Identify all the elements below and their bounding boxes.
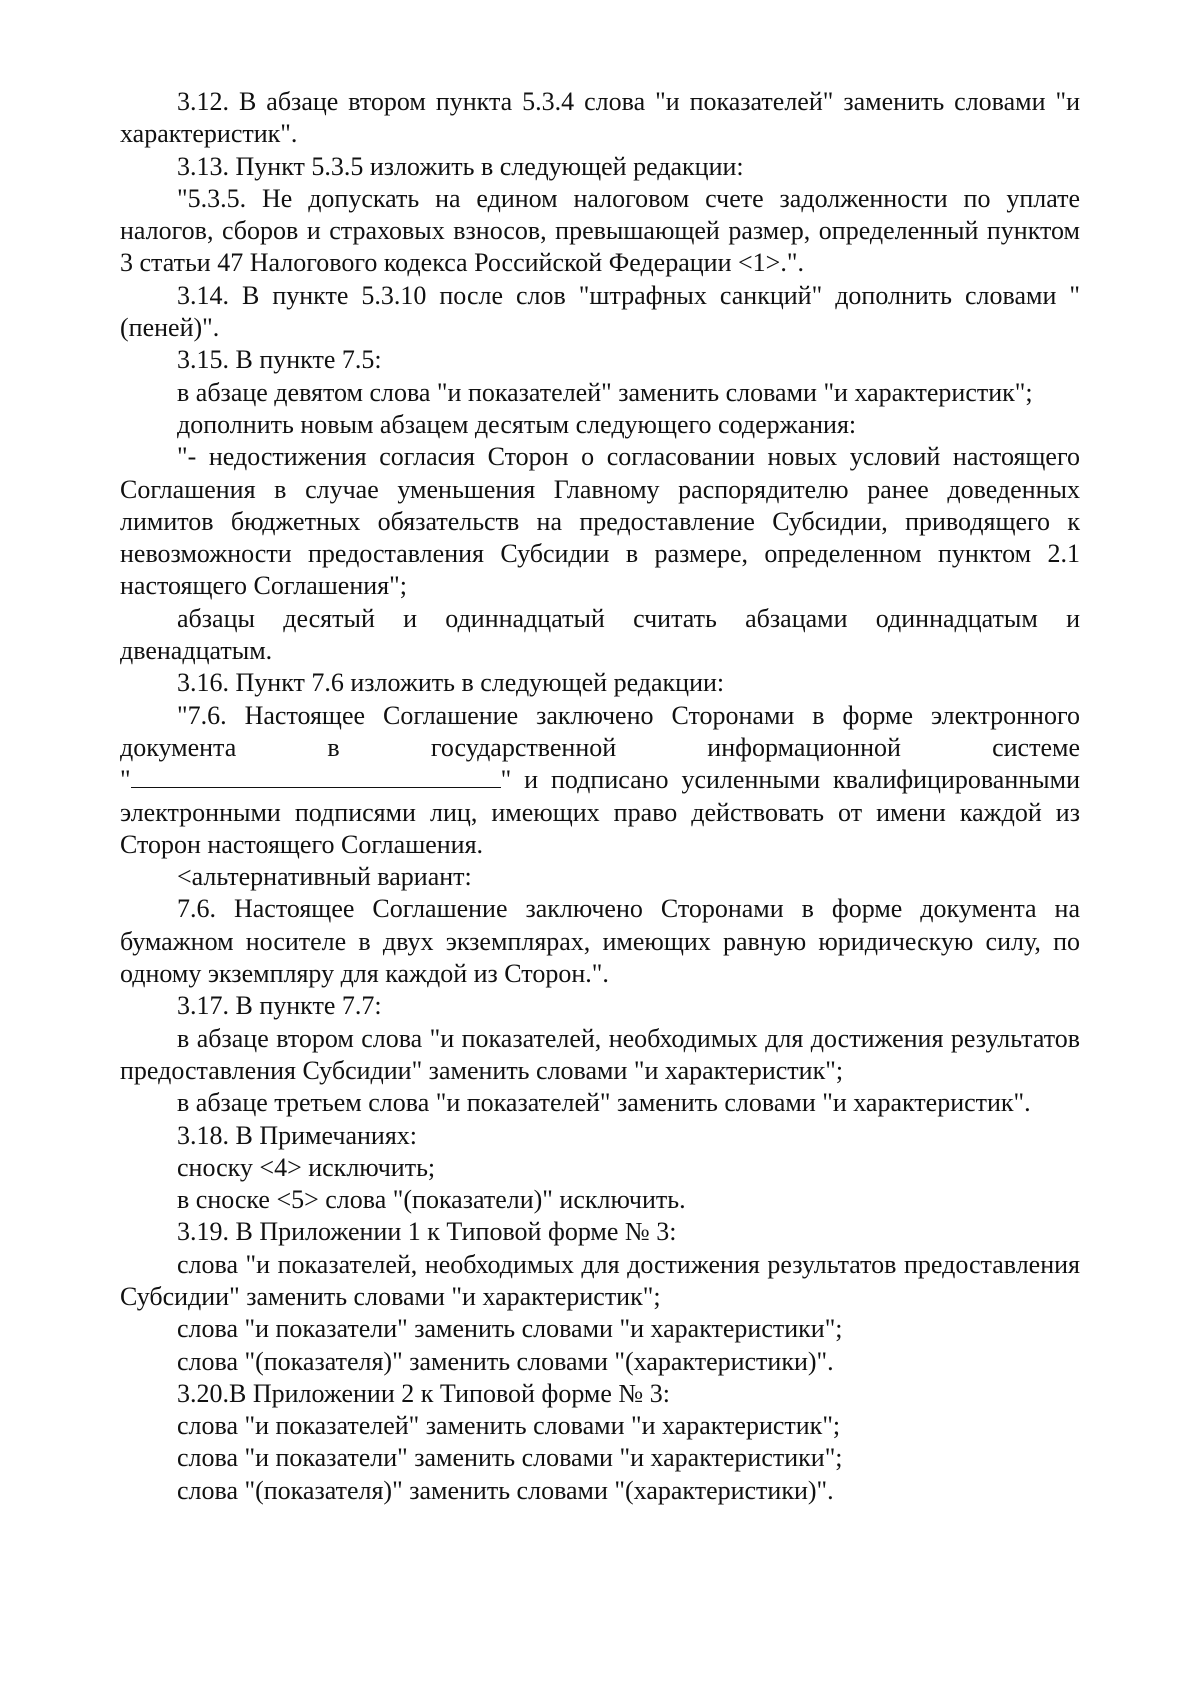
paragraph-7-6-electronic (120, 700, 1080, 861)
line-7-6-second: документа в государственной информационной системе (120, 732, 1080, 762)
paragraph-7-6-paper: 7.6. Настоящее Соглашение заключено Сторонами в форме документа на бумажном носителе в двух экземплярах, имеющих равную юридическую силу, по одному экземпляру для каждой из Сторон.". (120, 894, 1080, 989)
paragraph-app2-item-2: слова "и показатели" заменить словами "и характеристики"; (177, 1443, 843, 1473)
paragraph-3-16: 3.16. Пункт 7.6 изложить в следующей редакции: (177, 668, 725, 698)
paragraph-3-13: 3.13. Пункт 5.3.5 изложить в следующей редакции: (177, 151, 744, 181)
line-7-6-first: "7.6. Настоящее Соглашение заключено Сторонами в форме электронного (177, 700, 1080, 730)
paragraph-3-15: 3.15. В пункте 7.5: (177, 345, 382, 375)
line-7-6-third (120, 764, 1080, 796)
paragraph-7-5-item-1: в абзаце девятом слова "и показателей" заменить словами "и характеристик"; (177, 377, 1033, 407)
paragraph-3-12: 3.12. В абзаце втором пункта 5.3.4 слова "и показателей" заменить словами "и характеристик". (120, 87, 1080, 149)
paragraph-app1-item-1: слова "и показателей, необходимых для достижения результатов предоставления Субсидии" заменить словами "и характеристик"; (120, 1249, 1080, 1311)
paragraph-5-3-5: "5.3.5. Не допускать на едином налоговом счете задолженности по уплате налогов, сборов и страховых взносов, превышающей размер, определенный пунктом 3 статьи 47 Налогового кодекса Российской Федерации <1>.". (120, 183, 1080, 278)
paragraph-new-clause: "- недостижения согласия Сторон о согласовании новых условий настоящего Соглашения в случае уменьшения Главному распорядителю ранее доведенных лимитов бюджетных обязательств на предоставление Субсидии, приводящего к невозможности предоставления Субсидии в размере, определенном пунктом 2.1 настоящего Соглашения"; (120, 442, 1080, 601)
paragraph-alternative: <альтернативный вариант: (177, 862, 472, 892)
paragraph-3-19: 3.19. В Приложении 1 к Типовой форме № 3: (177, 1217, 677, 1247)
quote-open: " (120, 765, 131, 795)
paragraph-3-14: 3.14. В пункте 5.3.10 после слов "штрафных санкций" дополнить словами "(пеней)". (120, 280, 1080, 343)
paragraph-app2-item-3: слова "(показателя)" заменить словами "(характеристики)". (177, 1475, 834, 1505)
paragraph-app1-item-3: слова "(показателя)" заменить словами "(характеристики)". (177, 1346, 834, 1376)
document-body (120, 86, 1080, 1507)
line-7-6-third-text: " и подписано усиленными квалифицированными (500, 765, 1080, 795)
paragraph-3-20: 3.20.В Приложении 2 к Типовой форме № 3: (177, 1378, 670, 1408)
paragraph-notes-item-1: сноску <4> исключить; (177, 1152, 436, 1182)
line-7-6-rest: электронными подписями лиц, имеющих право действовать от имени каждой из Сторон настоящего Соглашения. (120, 797, 1080, 859)
paragraph-7-5-item-2: дополнить новым абзацем десятым следующего содержания: (177, 409, 857, 439)
paragraph-app2-item-1: слова "и показателей" заменить словами "и характеристик"; (177, 1411, 841, 1441)
paragraph-renumbering: абзацы десятый и одиннадцатый считать абзацами одиннадцатым и двенадцатым. (120, 603, 1080, 666)
paragraph-7-7-item-2: в абзаце третьем слова "и показателей" заменить словами "и характеристик". (177, 1088, 1031, 1118)
paragraph-notes-item-2: в сноске <5> слова "(показатели)" исключить. (177, 1185, 686, 1215)
system-name-blank (131, 765, 501, 788)
paragraph-3-17: 3.17. В пункте 7.7: (177, 991, 382, 1021)
paragraph-app1-item-2: слова "и показатели" заменить словами "и характеристики"; (177, 1314, 843, 1344)
paragraph-7-7-item-1: в абзаце втором слова "и показателей, необходимых для достижения результатов предоставления Субсидии" заменить словами "и характеристик"; (120, 1023, 1080, 1085)
paragraph-3-18: 3.18. В Примечаниях: (177, 1120, 418, 1150)
